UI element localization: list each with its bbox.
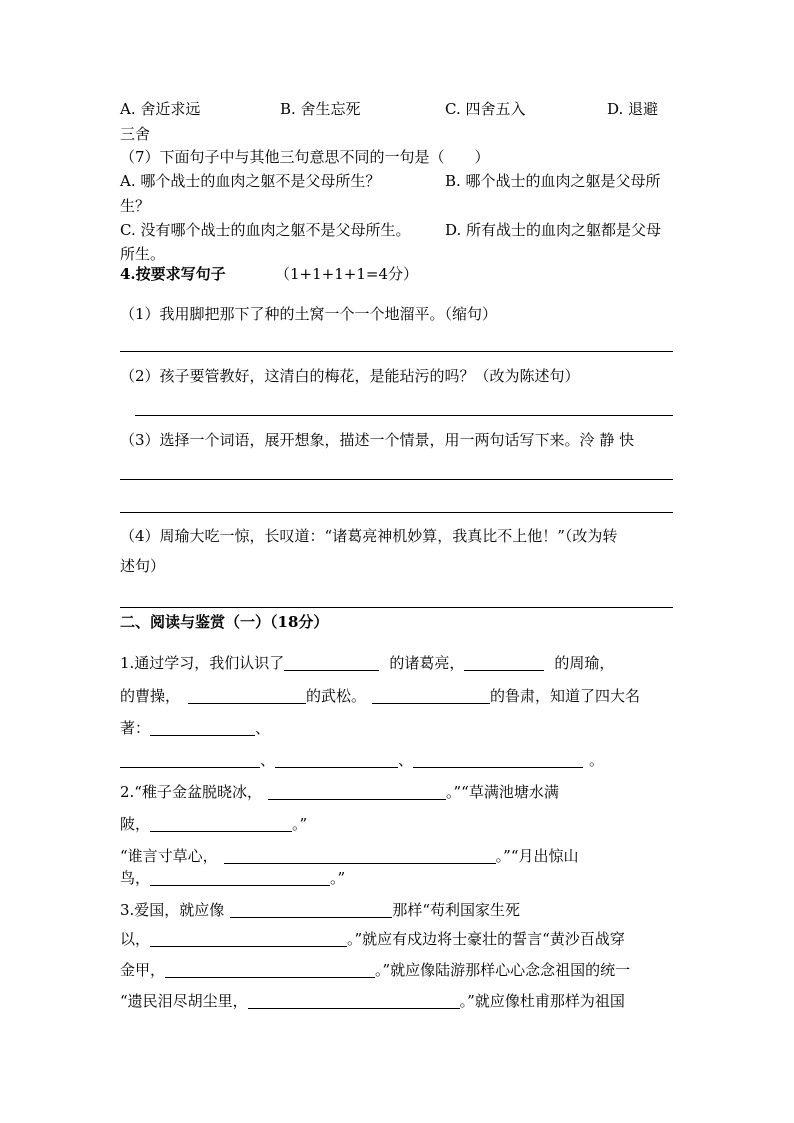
item1-end: 。 — [589, 751, 605, 769]
reading-item1-line1 — [120, 655, 614, 671]
blank-zhuge-liang[interactable] — [284, 655, 379, 671]
blank-poem-3[interactable] — [224, 848, 496, 864]
blank-novel-4[interactable] — [413, 752, 583, 768]
reading-item2-line3 — [120, 848, 579, 864]
section4-q1: （1）我用脚把那下了种的土窝一个一个地溜平。（缩句） — [120, 305, 498, 323]
reading-item3-line2 — [120, 931, 625, 947]
blank-poem-2[interactable] — [150, 816, 292, 832]
answer-line-q4[interactable] — [120, 607, 673, 608]
item1-text-e: 的武松。 — [306, 687, 367, 705]
item2-text-e: “谁言寸草心， — [120, 847, 218, 865]
section4-title: 4.按要求写句子 — [120, 265, 226, 283]
blank-patriot-2[interactable] — [150, 931, 347, 947]
item1-sep-1: 、 — [255, 719, 271, 737]
blank-patriot-1[interactable] — [230, 902, 392, 918]
answer-line-q1[interactable] — [120, 351, 673, 352]
q7-option-c: C. 没有哪个战士的血肉之躯不是父母所生。 — [120, 221, 411, 239]
blank-novel-1[interactable] — [150, 720, 255, 736]
item1-text-a: 1.通过学习，我们认识了 — [120, 654, 285, 672]
q6-option-d: D. 退避 — [607, 100, 659, 118]
section4-q4: （4）周瑜大吃一惊，长叹道：“诸葛亮神机妙算，我真比不上他！”（改为转 — [120, 527, 618, 545]
q7-option-a: A. 哪个战士的血肉之躯不是父母所生？ — [120, 172, 381, 190]
item2-text-a: 2.“稚子金盆脱晓冰， — [120, 783, 262, 801]
blank-wu-song[interactable] — [188, 688, 306, 704]
section4-score: （1+1+1+1=4分） — [275, 265, 418, 283]
item1-sep-3: 、 — [398, 751, 414, 769]
reading-item3-line4 — [120, 993, 625, 1009]
blank-poem-1[interactable] — [268, 784, 446, 800]
q7-stem: （7）下面句子中与其他三句意思不同的一句是（ ） — [120, 148, 490, 166]
item3-text-b: 那样“苟利国家生死 — [392, 901, 520, 919]
blank-poem-4[interactable] — [150, 870, 330, 886]
q7-option-d-cont: 所生。 — [120, 245, 166, 263]
section4-q2: （2）孩子要管教好，这清白的梅花，是能玷污的吗？（改为陈述句） — [120, 367, 580, 385]
item3-text-a: 3.爱国，就应像 — [120, 901, 225, 919]
blank-patriot-4[interactable] — [248, 993, 460, 1009]
item2-text-c: 陂， — [120, 815, 151, 833]
answer-line-q2[interactable] — [135, 415, 673, 416]
q7-option-d: D. 所有战士的血肉之躯都是父母 — [445, 221, 662, 239]
section4-q4-cont: 述句） — [120, 557, 166, 575]
blank-lu-su[interactable] — [372, 688, 490, 704]
item2-text-h: 。” — [330, 869, 346, 887]
reading-item1-line3 — [120, 720, 270, 736]
q7-option-b-cont: 生？ — [120, 197, 151, 215]
section4-q3: （3）选择一个词语，展开想象，描述一个情景，用一两句话写下来。泠 静 快 — [120, 431, 635, 449]
item1-text-f: 的鲁肃，知道了四大名 — [490, 687, 641, 705]
blank-zhou-yu[interactable] — [464, 655, 544, 671]
reading-section-title: 二、阅读与鉴赏（一）（18分） — [120, 613, 329, 631]
blank-novel-2[interactable] — [120, 752, 260, 768]
answer-line-q3-2[interactable] — [120, 512, 673, 513]
q6-option-d-cont: 三舍 — [120, 125, 151, 143]
q7-option-b: B. 哪个战士的血肉之躯是父母所 — [445, 172, 661, 190]
item3-text-c: 以， — [120, 930, 151, 948]
reading-item3-line3 — [120, 962, 630, 978]
reading-item3-line1 — [120, 902, 520, 918]
q6-option-b: B. 舍生忘死 — [280, 100, 361, 118]
item2-text-d: 。” — [292, 815, 308, 833]
item1-sep-2: 、 — [260, 751, 276, 769]
item1-text-b: 的诸葛亮， — [389, 654, 465, 672]
reading-item2-line2 — [120, 816, 307, 832]
q6-option-c: C. 四舍五入 — [445, 100, 526, 118]
item1-text-g: 著： — [120, 719, 151, 737]
reading-item1-line2 — [120, 688, 640, 704]
item3-text-f: 。”就应像陆游那样心心念念祖国的统一 — [375, 961, 631, 979]
item2-text-f: 。”“月出惊山 — [495, 847, 579, 865]
item2-text-b: 。”“草满池塘水满 — [445, 783, 559, 801]
blank-patriot-3[interactable] — [165, 962, 375, 978]
item1-text-d: 的曹操， — [120, 687, 181, 705]
item1-text-c: 的周瑜， — [554, 654, 615, 672]
blank-novel-3[interactable] — [275, 752, 398, 768]
item3-text-e: 金甲， — [120, 961, 166, 979]
reading-item1-line4 — [120, 752, 604, 768]
reading-item2-line4 — [120, 870, 345, 886]
item3-text-h: 。”就应像杜甫那样为祖国 — [459, 992, 625, 1010]
answer-line-q3-1[interactable] — [120, 479, 673, 480]
reading-item2-line1 — [120, 784, 559, 800]
item3-text-d: 。”就应有戍边将士豪壮的誓言“黄沙百战穿 — [347, 930, 625, 948]
item2-text-g: 鸟， — [120, 869, 151, 887]
item3-text-g: “遗民泪尽胡尘里， — [120, 992, 248, 1010]
q6-option-a: A. 舍近求远 — [120, 100, 201, 118]
